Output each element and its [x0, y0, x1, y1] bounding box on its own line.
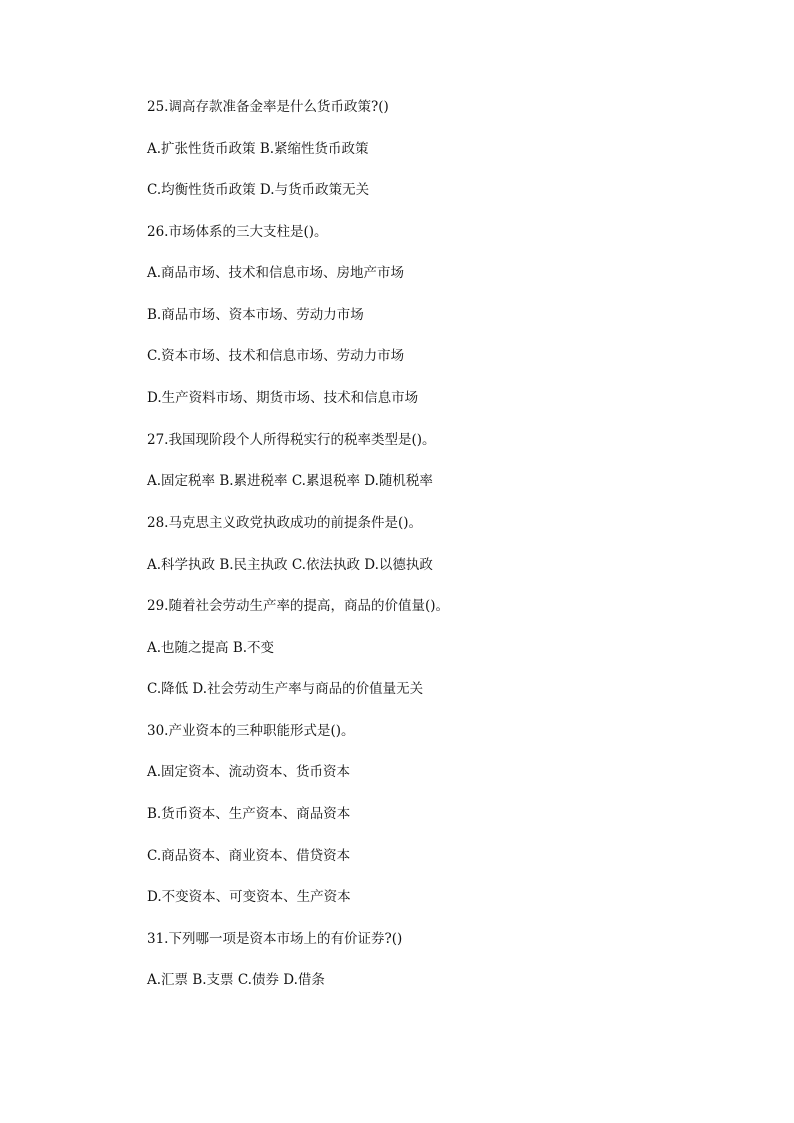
question-31: 31.下列哪一项是资本市场上的有价证券?() [147, 931, 403, 947]
question-28-options: A.科学执政 B.民主执政 C.依法执政 D.以德执政 [147, 557, 433, 573]
question-30: 30.产业资本的三种职能形式是()。 [147, 723, 355, 739]
question-27-options: A.固定税率 B.累进税率 C.累退税率 D.随机税率 [147, 473, 433, 489]
question-26-option-a: A.商品市场、技术和信息市场、房地产市场 [147, 265, 405, 281]
question-25: 25.调高存款准备金率是什么货币政策?() [147, 99, 389, 115]
question-28: 28.马克思主义政党执政成功的前提条件是()。 [147, 515, 423, 531]
question-25-options-ab: A.扩张性货币政策 B.紧缩性货币政策 [147, 141, 369, 157]
question-26: 26.市场体系的三大支柱是()。 [147, 224, 328, 240]
question-25-options-cd: C.均衡性货币政策 D.与货币政策无关 [147, 182, 370, 198]
question-29: 29.随着社会劳动生产率的提高，商品的价值量()。 [147, 598, 450, 614]
question-30-option-b: B.货币资本、生产资本、商品资本 [147, 806, 351, 822]
question-31-options: A.汇票 B.支票 C.债券 D.借条 [147, 972, 325, 988]
question-30-option-a: A.固定资本、流动资本、货币资本 [147, 764, 351, 780]
question-29-options-cd: C.降低 D.社会劳动生产率与商品的价值量无关 [147, 681, 424, 697]
question-29-options-ab: A.也随之提高 B.不变 [147, 640, 275, 656]
question-26-option-b: B.商品市场、资本市场、劳动力市场 [147, 307, 364, 323]
question-30-option-c: C.商品资本、商业资本、借贷资本 [147, 848, 351, 864]
question-27: 27.我国现阶段个人所得税实行的税率类型是()。 [147, 432, 436, 448]
question-30-option-d: D.不变资本、可变资本、生产资本 [147, 889, 351, 905]
question-26-option-c: C.资本市场、技术和信息市场、劳动力市场 [147, 348, 405, 364]
question-26-option-d: D.生产资料市场、期货市场、技术和信息市场 [147, 390, 419, 406]
